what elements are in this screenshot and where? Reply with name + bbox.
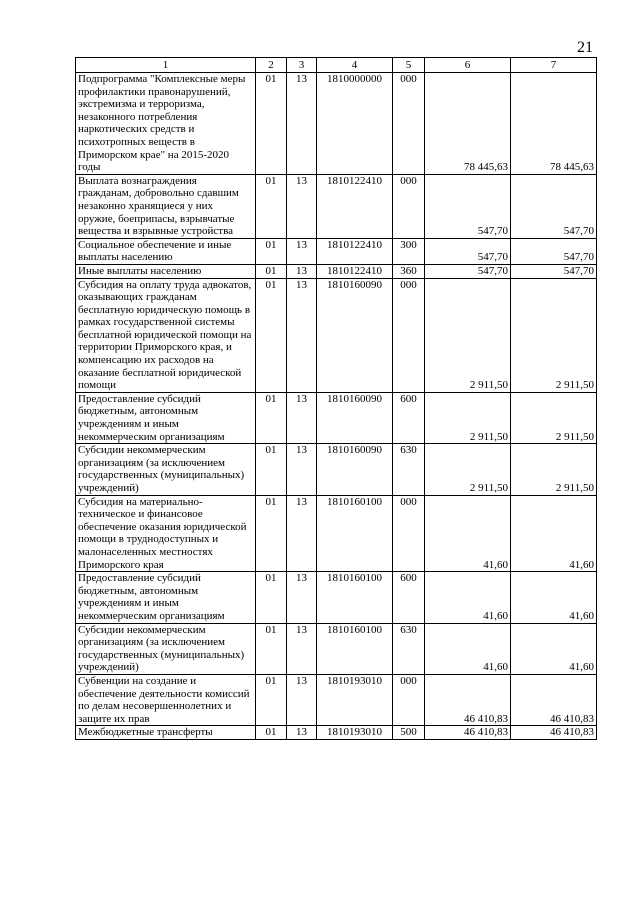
- subsection-code: 13: [287, 238, 317, 264]
- header-col-2: 2: [256, 58, 287, 73]
- amount-col-7: 41,60: [511, 572, 597, 623]
- section-code: 01: [256, 674, 287, 725]
- header-col-7: 7: [511, 58, 597, 73]
- subsection-code: 13: [287, 495, 317, 572]
- table-row: [76, 278, 597, 392]
- expense-type-code: 000: [393, 495, 425, 572]
- subsection-code: 13: [287, 264, 317, 278]
- amount-col-6: 547,70: [425, 264, 511, 278]
- section-code: 01: [256, 392, 287, 443]
- subsection-code: 13: [287, 174, 317, 238]
- amount-col-6: 2 911,50: [425, 392, 511, 443]
- page-number: 21: [577, 39, 593, 56]
- amount-col-7: 2 911,50: [511, 278, 597, 392]
- amount-col-7: 46 410,83: [511, 726, 597, 740]
- amount-col-6: 78 445,63: [425, 73, 511, 175]
- row-name: Социальное обеспечение и иные выплаты населению: [76, 238, 256, 264]
- header-col-5: 5: [393, 58, 425, 73]
- section-code: 01: [256, 726, 287, 740]
- row-name: Выплата вознаграждения гражданам, добровольно сдавшим незаконно хранящиеся у них оружие, боеприпасы, взрывчатые вещества и взрывные устройства: [76, 174, 256, 238]
- target-item-code: 1810160100: [317, 623, 393, 674]
- row-name: Предоставление субсидий бюджетным, автономным учреждениям и иным некоммерческим организациям: [76, 392, 256, 443]
- amount-col-7: 547,70: [511, 264, 597, 278]
- row-name: Предоставление субсидий бюджетным, автономным учреждениям и иным некоммерческим организациям: [76, 572, 256, 623]
- table-row: [76, 238, 597, 264]
- budget-table: [75, 57, 597, 740]
- target-item-code: 1810122410: [317, 238, 393, 264]
- header-col-6: 6: [425, 58, 511, 73]
- section-code: 01: [256, 73, 287, 175]
- header-col-1: 1: [76, 58, 256, 73]
- expense-type-code: 300: [393, 238, 425, 264]
- amount-col-6: 46 410,83: [425, 726, 511, 740]
- amount-col-6: 41,60: [425, 623, 511, 674]
- target-item-code: 1810122410: [317, 264, 393, 278]
- table-row: [76, 726, 597, 740]
- expense-type-code: 600: [393, 392, 425, 443]
- target-item-code: 1810160100: [317, 572, 393, 623]
- amount-col-6: 2 911,50: [425, 444, 511, 495]
- table-row: [76, 264, 597, 278]
- expense-type-code: 000: [393, 73, 425, 175]
- target-item-code: 1810193010: [317, 674, 393, 725]
- target-item-code: 1810000000: [317, 73, 393, 175]
- amount-col-7: 547,70: [511, 174, 597, 238]
- target-item-code: 1810193010: [317, 726, 393, 740]
- expense-type-code: 000: [393, 278, 425, 392]
- header-row: [76, 58, 597, 73]
- amount-col-7: 2 911,50: [511, 392, 597, 443]
- amount-col-7: 41,60: [511, 623, 597, 674]
- amount-col-7: 547,70: [511, 238, 597, 264]
- amount-col-6: 41,60: [425, 495, 511, 572]
- target-item-code: 1810160090: [317, 444, 393, 495]
- expense-type-code: 000: [393, 174, 425, 238]
- header-col-4: 4: [317, 58, 393, 73]
- subsection-code: 13: [287, 623, 317, 674]
- subsection-code: 13: [287, 73, 317, 175]
- amount-col-7: 46 410,83: [511, 674, 597, 725]
- table-row: [76, 495, 597, 572]
- subsection-code: 13: [287, 444, 317, 495]
- subsection-code: 13: [287, 278, 317, 392]
- amount-col-6: 547,70: [425, 238, 511, 264]
- section-code: 01: [256, 174, 287, 238]
- row-name: Иные выплаты населению: [76, 264, 256, 278]
- subsection-code: 13: [287, 726, 317, 740]
- target-item-code: 1810160090: [317, 392, 393, 443]
- amount-col-6: 46 410,83: [425, 674, 511, 725]
- section-code: 01: [256, 572, 287, 623]
- expense-type-code: 500: [393, 726, 425, 740]
- table-row: [76, 444, 597, 495]
- expense-type-code: 360: [393, 264, 425, 278]
- header-col-3: 3: [287, 58, 317, 73]
- row-name: Субвенции на создание и обеспечение деятельности комиссий по делам несовершеннолетних и защите их прав: [76, 674, 256, 725]
- row-name: Субсидии некоммерческим организациям (за исключением государственных (муниципальных) учреждений): [76, 623, 256, 674]
- row-name: Межбюджетные трансферты: [76, 726, 256, 740]
- subsection-code: 13: [287, 674, 317, 725]
- section-code: 01: [256, 264, 287, 278]
- section-code: 01: [256, 278, 287, 392]
- expense-type-code: 600: [393, 572, 425, 623]
- expense-type-code: 000: [393, 674, 425, 725]
- amount-col-7: 2 911,50: [511, 444, 597, 495]
- target-item-code: 1810160100: [317, 495, 393, 572]
- amount-col-7: 41,60: [511, 495, 597, 572]
- table-row: [76, 623, 597, 674]
- expense-type-code: 630: [393, 444, 425, 495]
- section-code: 01: [256, 444, 287, 495]
- row-name: Субсидии некоммерческим организациям (за исключением государственных (муниципальных) учреждений): [76, 444, 256, 495]
- amount-col-6: 41,60: [425, 572, 511, 623]
- target-item-code: 1810160090: [317, 278, 393, 392]
- subsection-code: 13: [287, 572, 317, 623]
- section-code: 01: [256, 238, 287, 264]
- table-row: [76, 392, 597, 443]
- row-name: Субсидия на материально-техническое и финансовое обеспечение оказания юридической помощи в труднодоступных и малонаселенных местностях Приморского края: [76, 495, 256, 572]
- row-name: Субсидия на оплату труда адвокатов, оказывающих гражданам бесплатную юридическую помощь в рамках государственной системы бесплатной юридической помощи на территории Приморского края, и компенсацию их расходов на оказание бесплатной юридической помощи: [76, 278, 256, 392]
- row-name: Подпрограмма "Комплексные меры профилактики правонарушений, экстремизма и терроризма, незаконного потребления наркотических средств и психотропных веществ в Приморском крае" на 2015-2020 годы: [76, 73, 256, 175]
- section-code: 01: [256, 495, 287, 572]
- amount-col-6: 547,70: [425, 174, 511, 238]
- target-item-code: 1810122410: [317, 174, 393, 238]
- amount-col-7: 78 445,63: [511, 73, 597, 175]
- expense-type-code: 630: [393, 623, 425, 674]
- table-row: [76, 174, 597, 238]
- amount-col-6: 2 911,50: [425, 278, 511, 392]
- table-row: [76, 572, 597, 623]
- section-code: 01: [256, 623, 287, 674]
- subsection-code: 13: [287, 392, 317, 443]
- table-row: [76, 73, 597, 175]
- table-row: [76, 674, 597, 725]
